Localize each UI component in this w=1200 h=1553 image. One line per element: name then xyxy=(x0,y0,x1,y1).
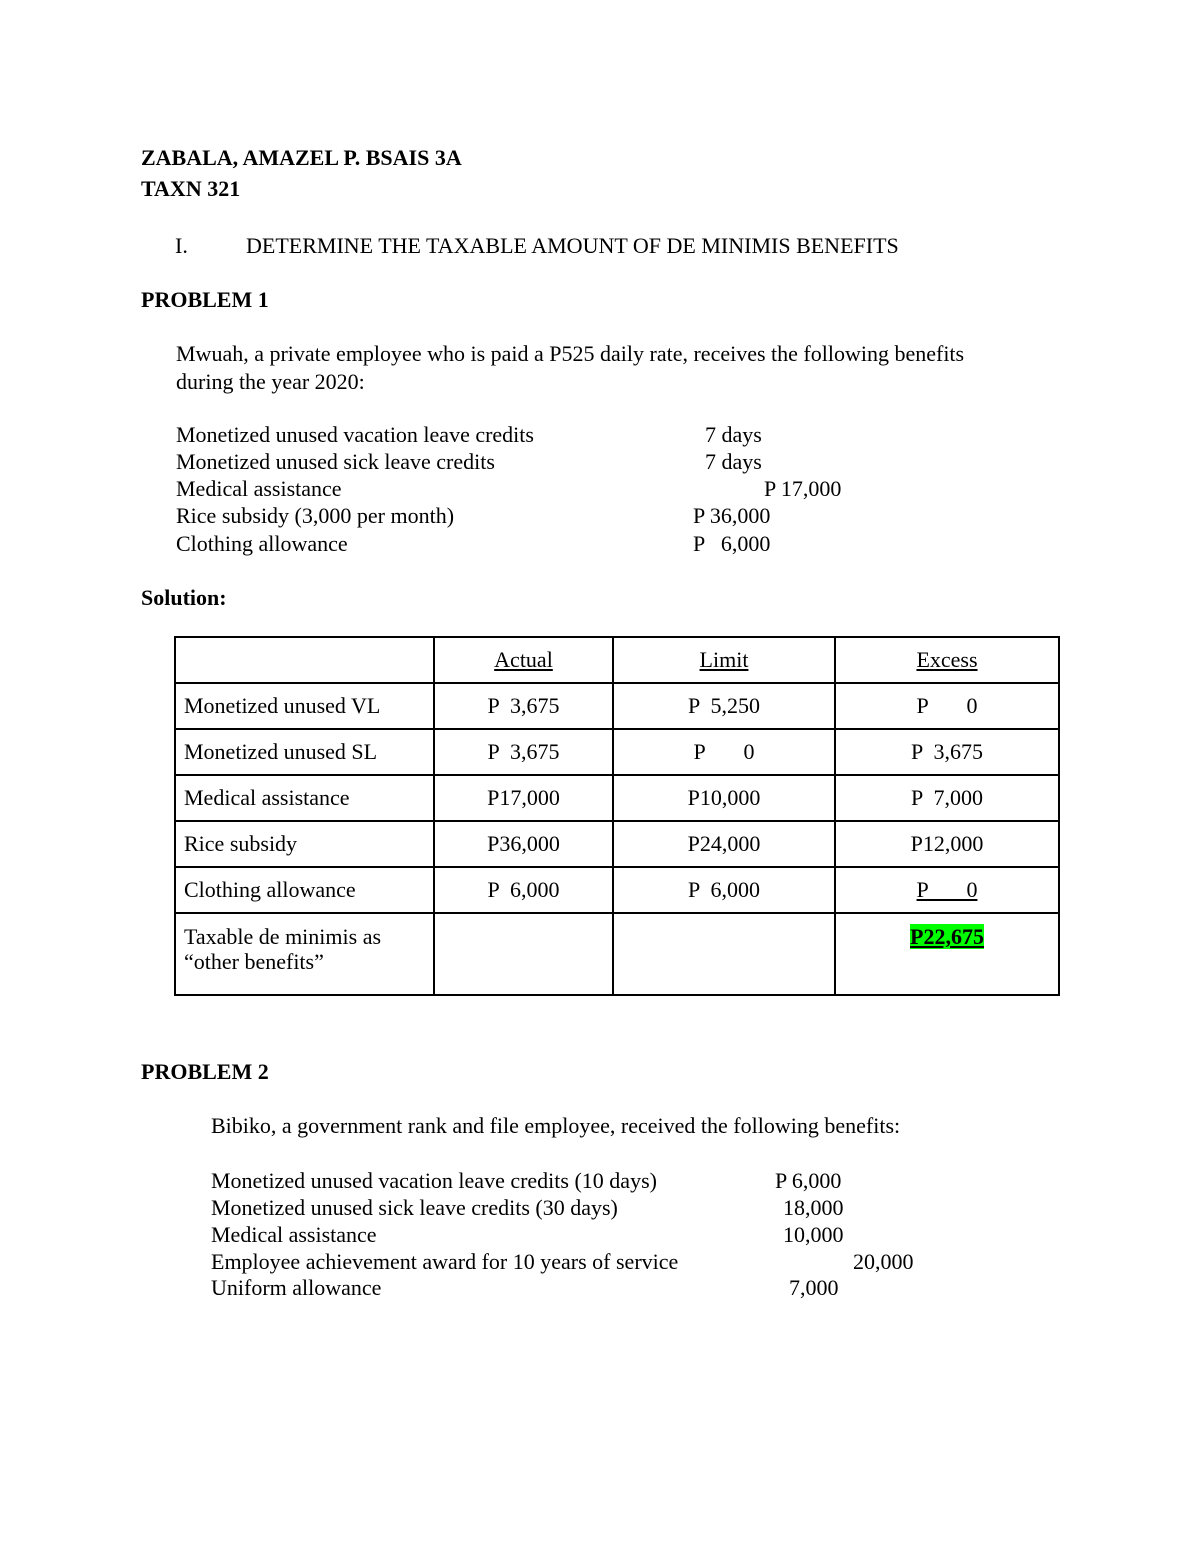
problem1-item-value: P 6,000 xyxy=(693,531,771,556)
row-actual: P 3,675 xyxy=(434,729,613,775)
section-number: I. xyxy=(175,233,188,258)
problem2-item-value: 20,000 xyxy=(853,1249,914,1274)
problem1-item-label: Monetized unused vacation leave credits xyxy=(176,422,534,447)
row-limit: P10,000 xyxy=(613,775,835,821)
problem2-item-label: Medical assistance xyxy=(211,1222,377,1247)
row-excess: P 3,675 xyxy=(835,729,1059,775)
row-actual: P 6,000 xyxy=(434,867,613,913)
total-limit-empty xyxy=(613,913,835,995)
row-excess: P 7,000 xyxy=(835,775,1059,821)
row-actual: P36,000 xyxy=(434,821,613,867)
problem1-item-label: Clothing allowance xyxy=(176,531,348,556)
table-row xyxy=(175,821,1059,867)
row-label: Monetized unused SL xyxy=(175,729,434,775)
row-label: Medical assistance xyxy=(175,775,434,821)
table-header-excess: Excess xyxy=(835,637,1059,683)
row-limit: P 0 xyxy=(613,729,835,775)
table-header-actual: Actual xyxy=(434,637,613,683)
student-name-heading: ZABALA, AMAZEL P. BSAIS 3A xyxy=(141,145,462,170)
table-row xyxy=(175,775,1059,821)
problem1-item-value: 7 days xyxy=(705,422,762,447)
problem1-intro-line1: Mwuah, a private employee who is paid a P525 daily rate, receives the following benefits xyxy=(176,341,965,366)
problem1-item-value: P 36,000 xyxy=(693,503,771,528)
problem1-item-value: 7 days xyxy=(705,449,762,474)
table-header-cell xyxy=(175,637,434,683)
problem1-item-label: Rice subsidy (3,000 per month) xyxy=(176,503,455,528)
problem1-item-value: P 17,000 xyxy=(764,476,842,501)
solution-table xyxy=(174,636,1060,996)
problem2-intro: Bibiko, a government rank and file employee, received the following benefits: xyxy=(211,1113,901,1138)
total-value-highlight: P22,675 xyxy=(910,924,984,949)
total-label-line2: “other benefits” xyxy=(184,949,324,975)
total-excess xyxy=(835,913,1059,995)
problem2-item-value: 7,000 xyxy=(789,1275,839,1300)
section-title: DETERMINE THE TAXABLE AMOUNT OF DE MINIMIS BENEFITS xyxy=(246,233,899,258)
problem2-item-value: 18,000 xyxy=(783,1195,844,1220)
table-row xyxy=(175,867,1059,913)
row-excess: P 0 xyxy=(835,683,1059,729)
problem2-item-label: Employee achievement award for 10 years of service xyxy=(211,1249,679,1274)
problem2-item-value: P 6,000 xyxy=(775,1168,842,1193)
row-label: Monetized unused VL xyxy=(175,683,434,729)
row-limit: P24,000 xyxy=(613,821,835,867)
row-limit: P 6,000 xyxy=(613,867,835,913)
solution-heading: Solution: xyxy=(141,585,227,610)
problem2-item-label: Uniform allowance xyxy=(211,1275,382,1300)
problem1-intro-line2: during the year 2020: xyxy=(176,369,365,394)
row-excess: P12,000 xyxy=(835,821,1059,867)
row-excess-underlined: P 0 xyxy=(916,877,978,903)
problem2-heading: PROBLEM 2 xyxy=(141,1059,269,1084)
course-code-heading: TAXN 321 xyxy=(141,176,241,201)
row-actual: P 3,675 xyxy=(434,683,613,729)
problem1-item-label: Monetized unused sick leave credits xyxy=(176,449,495,474)
row-excess xyxy=(835,867,1059,913)
table-header-limit: Limit xyxy=(613,637,835,683)
table-row xyxy=(175,683,1059,729)
problem1-heading: PROBLEM 1 xyxy=(141,287,269,312)
row-label: Clothing allowance xyxy=(175,867,434,913)
problem2-item-value: 10,000 xyxy=(783,1222,844,1247)
table-row xyxy=(175,729,1059,775)
problem2-item-label: Monetized unused sick leave credits (30 days) xyxy=(211,1195,618,1220)
table-header-row xyxy=(175,637,1059,683)
row-limit: P 5,250 xyxy=(613,683,835,729)
table-total-row xyxy=(175,913,1059,995)
problem2-item-label: Monetized unused vacation leave credits (10 days) xyxy=(211,1168,657,1193)
total-label-line1: Taxable de minimis as xyxy=(184,924,382,949)
row-label: Rice subsidy xyxy=(175,821,434,867)
problem1-item-label: Medical assistance xyxy=(176,476,342,501)
row-actual: P17,000 xyxy=(434,775,613,821)
total-label xyxy=(175,913,434,995)
total-actual-empty xyxy=(434,913,613,995)
